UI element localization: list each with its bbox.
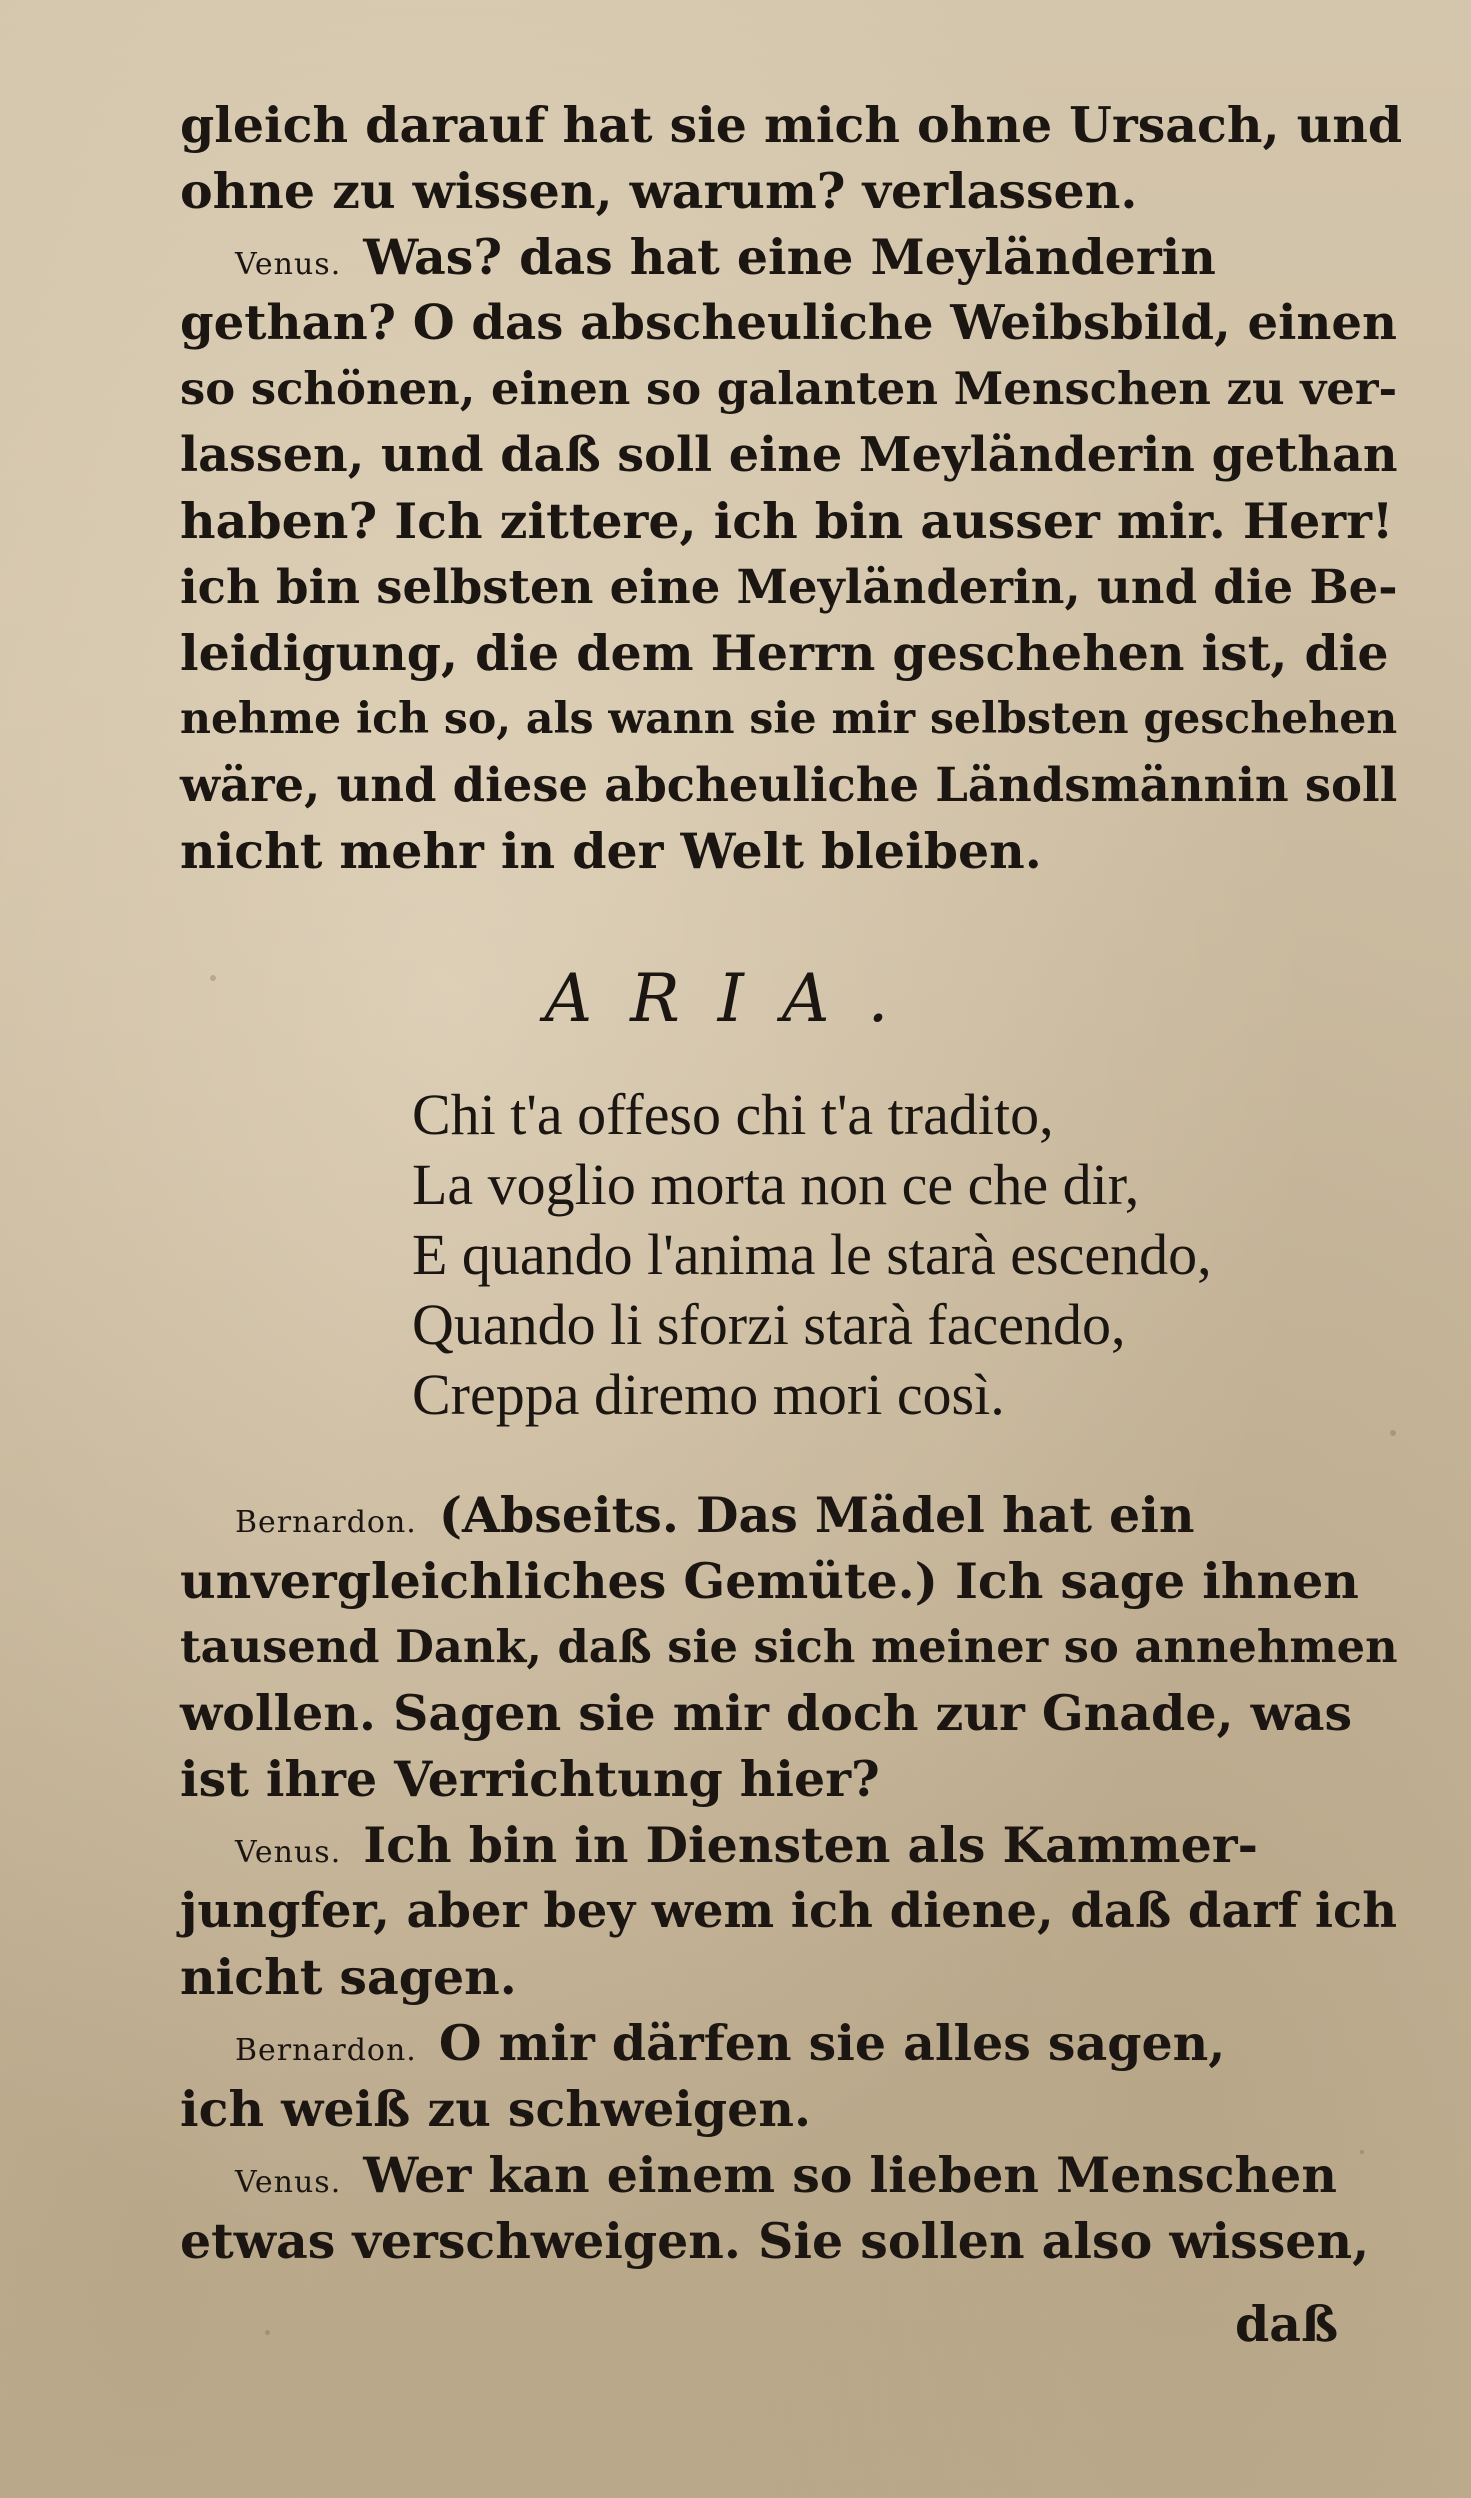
verse-line: La voglio morta non ce che dir, [412,1152,1140,1217]
text-line: tausend Dank, daß sie sich meiner so annehmen [180,1620,1398,1673]
speech-bernardon-2 [180,2010,1410,2076]
verse-line: Creppa diremo mori così. [412,1362,1005,1427]
text-line: O mir därfen sie alles sagen, [438,2014,1226,2072]
speaker-label: Bernardon. [235,2033,417,2068]
text-line: haben? Ich zittere, ich bin ausser mir. Herr! [180,492,1394,550]
foxing-spot [265,2330,270,2335]
catchword: daß [1235,2295,1339,2353]
speaker-label: Venus. [235,247,342,282]
text-line: leidigung, die dem Herrn geschehen ist, die [180,624,1389,682]
verse-line: E quando l'anima le starà escendo, [412,1222,1212,1287]
text-line: etwas verschweigen. Sie sollen also wissen, [180,2212,1370,2270]
speaker-label: Venus. [235,1835,342,1870]
speaker-label: Bernardon. [235,1505,417,1540]
prose-block-bottom [180,1482,1410,2274]
speech-venus-1 [180,224,1410,290]
text-line: Was? das hat eine Meyländerin [363,228,1216,286]
aria-heading: ARIA. [544,960,927,1037]
text-line: ich weiß zu schweigen. [180,2080,812,2138]
text-line: ohne zu wissen, warum? verlassen. [180,162,1138,220]
speaker-label: Venus. [235,2165,342,2200]
text-line: ist ihre Verrichtung hier? [180,1750,880,1808]
text-line: ich bin selbsten eine Meyländerin, und die Be- [180,559,1398,614]
text-line: nicht sagen. [180,1948,517,2006]
text-line: Ich bin in Diensten als Kammer- [363,1816,1258,1874]
text-line: lassen, und daß soll eine Meyländerin gethan [180,427,1398,483]
speech-venus-3 [180,2142,1410,2208]
aria-verses [412,1080,1412,1430]
verse-line: Chi t'a offeso chi t'a tradito, [412,1082,1054,1147]
text-line: gleich darauf hat sie mich ohne Ursach, und [180,96,1403,154]
speech-venus-2 [180,1812,1410,1878]
foxing-spot [1390,1430,1396,1436]
text-line: nehme ich so, als wann sie mir selbsten geschehen [180,694,1398,744]
text-line: gethan? O das abscheuliche Weibsbild, einen [180,295,1398,351]
text-line: (Abseits. Das Mädel hat ein [438,1486,1195,1544]
text-line: nicht mehr in der Welt bleiben. [180,822,1042,880]
text-line: unvergleichliches Gemüte.) Ich sage ihnen [180,1552,1359,1610]
text-line: Wer kan einem so lieben Menschen [363,2146,1337,2204]
text-line: wäre, und diese abcheuliche Ländsmännin soll [180,757,1398,812]
verse-line: Quando li sforzi starà facendo, [412,1292,1126,1357]
text-line: wollen. Sagen sie mir doch zur Gnade, was [180,1684,1353,1742]
prose-block-top [180,92,1410,884]
text-line: so schönen, einen so galanten Menschen zu ver- [180,362,1398,415]
speech-bernardon-1 [180,1482,1410,1548]
text-line: jungfer, aber bey wem ich diene, daß darf ich [180,1883,1398,1939]
